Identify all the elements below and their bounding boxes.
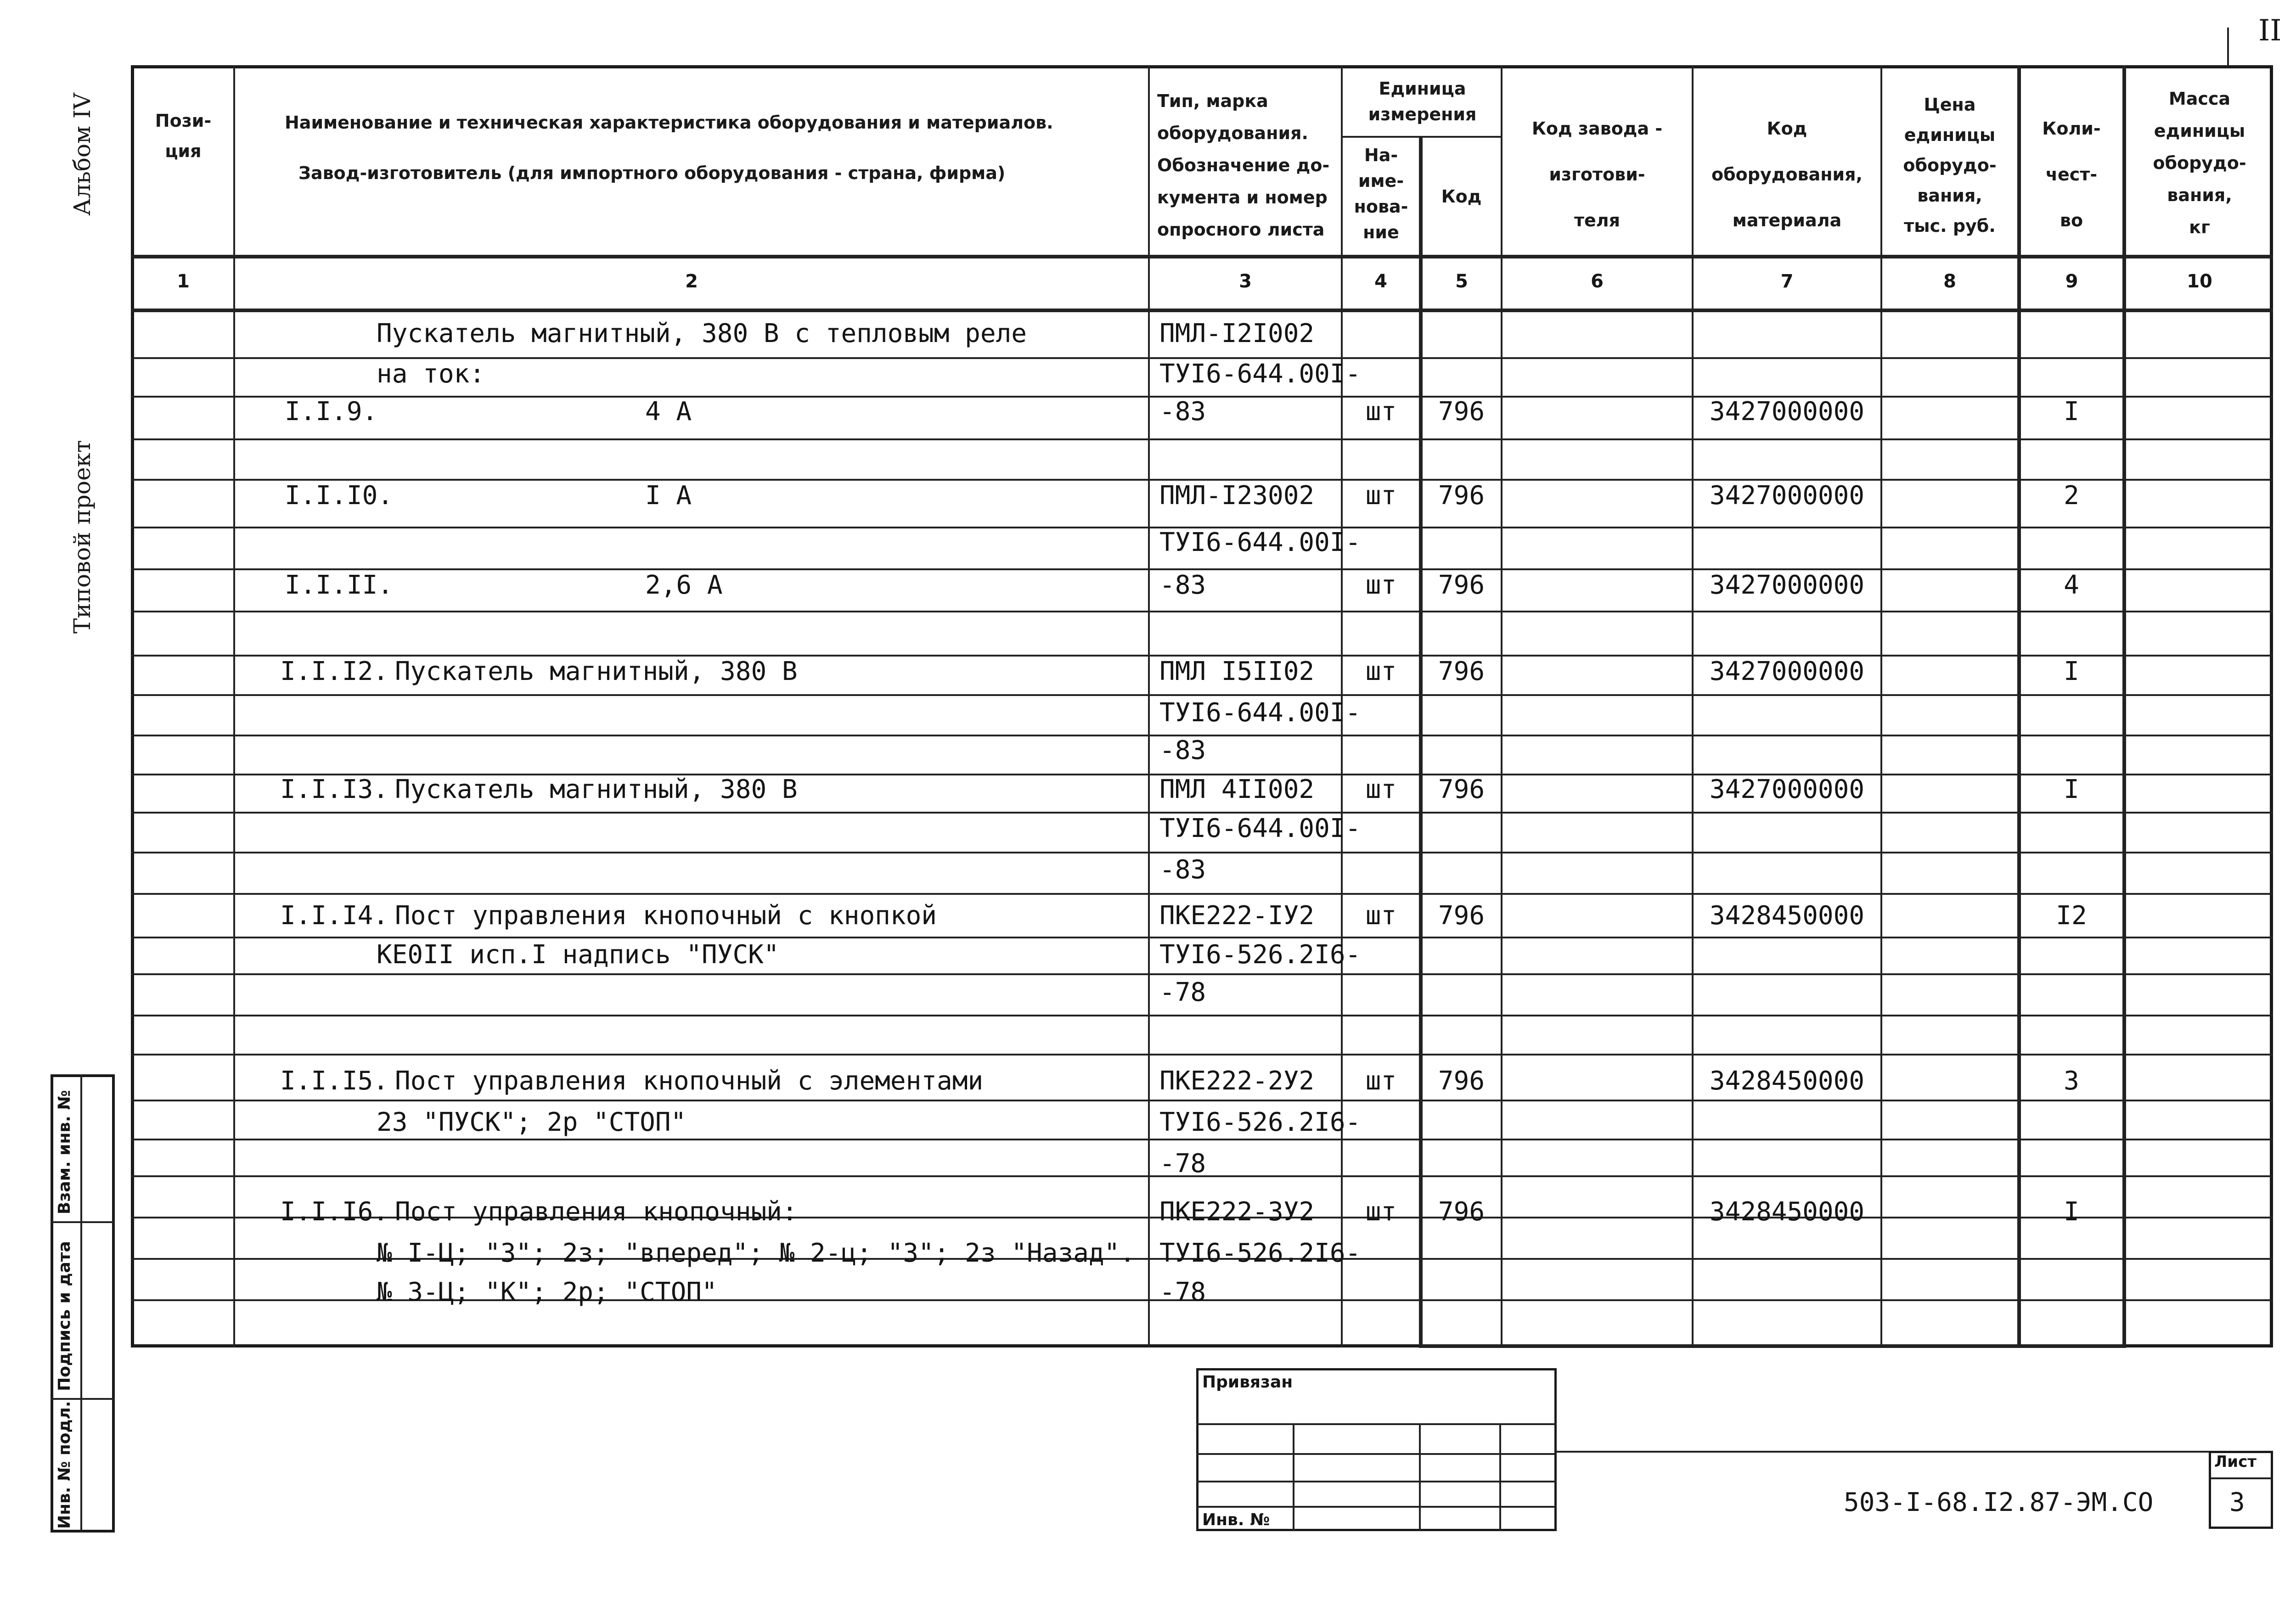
row-line [131, 937, 2273, 938]
cell-equipment-code: 3427000000 [1709, 481, 1865, 511]
cell-position: I.I.I5. [280, 1066, 389, 1096]
col-line-4 [1419, 136, 1423, 1347]
row-line [131, 1054, 2273, 1055]
cell-position: I.I.I0. [285, 481, 394, 511]
cell-quantity: I [2064, 397, 2079, 427]
top-page-number: II [2258, 14, 2282, 48]
colnum-6: 6 [1591, 271, 1604, 292]
cell-name: № I-Ц; "З"; 2з; "вперед"; № 2-ц; "З"; 2з "Назад". [377, 1238, 1136, 1268]
cell-type: -83 [1159, 397, 1206, 427]
col-line-6 [1692, 65, 1694, 1347]
col-line-9 [2122, 65, 2126, 1347]
cell-name: I А [645, 481, 692, 511]
hdr-unit-code: Код [1441, 186, 1482, 207]
cell-type: ТУI6-644.00I- [1159, 698, 1361, 728]
row-line [131, 694, 2273, 696]
stamp-vline-1 [1293, 1423, 1294, 1531]
cell-name: 4 А [645, 397, 692, 427]
cell-name: 2З "ПУСК"; 2р "СТОП" [377, 1107, 687, 1137]
colnum-1: 1 [177, 271, 190, 292]
cell-name: на ток: [377, 359, 485, 389]
body-bottom-line [1419, 1344, 2126, 1348]
left-strip-divider [80, 1074, 82, 1533]
cell-position: I.I.I2. [280, 657, 389, 686]
cell-unit: шт [1365, 397, 1397, 427]
strip-label-vzam: Взам. инв. № [55, 1090, 74, 1214]
cell-quantity: 2 [2064, 481, 2079, 511]
cell-type: ПМЛ I5II02 [1159, 657, 1315, 686]
album-label: Альбом IV [69, 93, 96, 216]
cell-unit-code: 796 [1438, 657, 1485, 686]
footer-doc-code: 503-I-68.I2.87-ЭМ.СО [1844, 1488, 2154, 1517]
cell-equipment-code: 3427000000 [1709, 397, 1865, 427]
cell-type: -83 [1159, 570, 1206, 600]
cell-unit-code: 796 [1438, 481, 1485, 511]
stamp-line-4 [1196, 1506, 1557, 1508]
cell-name: Пускатель магнитный, 380 В [395, 657, 798, 686]
cell-unit-code: 796 [1438, 397, 1485, 427]
cell-type: -83 [1159, 735, 1206, 765]
cell-unit-code: 796 [1438, 570, 1485, 600]
cell-equipment-code: 3427000000 [1709, 775, 1865, 804]
cell-type: ПМЛ-I2I002 [1159, 319, 1315, 348]
cell-type: ТУI6-644.00I- [1159, 528, 1361, 557]
cell-unit: шт [1365, 570, 1397, 600]
stamp-line-2 [1196, 1453, 1557, 1455]
cell-type: -78 [1159, 1277, 1206, 1307]
cell-type: ПМЛ-I23002 [1159, 481, 1315, 511]
cell-unit: шт [1365, 1066, 1397, 1096]
cell-type: ТУI6-644.00I- [1159, 814, 1361, 843]
colnum-bottom-line [131, 309, 2273, 312]
cell-name: Пускатель магнитный, 380 В [395, 775, 798, 804]
sheet-box-divider [2209, 1477, 2273, 1479]
hdr-position: Пози- ция [155, 111, 212, 161]
cell-equipment-code: 3428450000 [1709, 901, 1865, 931]
cell-type: ПКЕ222-3У2 [1159, 1197, 1315, 1227]
project-label: Типовой проект [69, 440, 96, 634]
hdr-name-line2: Завод-изготовитель (для импортного оборудования - страна, фирма) [298, 163, 1006, 183]
cell-name: Пускатель магнитный, 380 В с тепловым реле [377, 319, 1027, 348]
strip-label-inv: Инв. № подл. [55, 1401, 74, 1529]
stamp-vline-2 [1419, 1423, 1421, 1531]
cell-type: ПКЕ222-2У2 [1159, 1066, 1315, 1096]
cell-unit: шт [1365, 657, 1397, 686]
cell-type: ПКЕ222-IУ2 [1159, 901, 1315, 931]
cell-quantity: I [2064, 775, 2079, 804]
cell-type: -78 [1159, 1149, 1206, 1179]
cell-equipment-code: 3427000000 [1709, 657, 1865, 686]
cell-type: ТУI6-526.2I6- [1159, 940, 1361, 970]
cell-type: -78 [1159, 977, 1206, 1007]
hdr-mass: Масса единицы оборудо- вания, кг [2153, 89, 2246, 237]
row-line [131, 1139, 2273, 1140]
stamp-line-3 [1196, 1481, 1557, 1482]
colnum-2: 2 [685, 271, 698, 292]
cell-name: 2,6 А [645, 570, 723, 600]
colnum-4: 4 [1374, 271, 1387, 292]
cell-name: Пост управления кнопочный: [395, 1197, 798, 1227]
colnum-10: 10 [2187, 271, 2212, 292]
cell-position: I.I.I6. [280, 1197, 389, 1227]
hdr-equipment-code: Код оборудования, материала [1711, 118, 1863, 230]
row-line [131, 1015, 2273, 1016]
cell-unit-code: 796 [1438, 901, 1485, 931]
row-line [131, 438, 2273, 440]
cell-unit: шт [1365, 775, 1397, 804]
colnum-7: 7 [1780, 271, 1794, 292]
stamp-line-1 [1196, 1423, 1557, 1425]
hdr-factory-code: Код завода - изготови- теля [1531, 118, 1663, 230]
strip-label-podpis: Подпись и дата [55, 1241, 74, 1391]
colnum-3: 3 [1239, 271, 1252, 292]
cell-type: ТУI6-644.00I- [1159, 359, 1361, 389]
hdr-name-line1: Наименование и техническая характеристика оборудования и материалов. [285, 112, 1053, 133]
cell-unit: шт [1365, 481, 1397, 511]
cell-type: ТУI6-526.2I6- [1159, 1107, 1361, 1137]
cell-quantity: I2 [2056, 901, 2087, 931]
row-line [131, 611, 2273, 612]
row-line [131, 973, 2273, 975]
hdr-unit-name: На- име- нова- ние [1354, 145, 1408, 242]
stamp-attached-label: Привязан [1202, 1373, 1293, 1392]
cell-name: Пост управления кнопочный с элементами [395, 1066, 984, 1096]
cell-type: ТУI6-526.2I6- [1159, 1238, 1361, 1268]
cell-unit-code: 796 [1438, 775, 1485, 804]
top-mark-line [2227, 28, 2229, 65]
cell-quantity: 4 [2064, 570, 2079, 600]
colnum-9: 9 [2065, 271, 2078, 292]
cell-position: I.I.I3. [280, 775, 389, 804]
hdr-type: Тип, марка оборудования. Обозначение до- кумента и номер опросного листа [1157, 91, 1330, 240]
cell-position: I.I.II. [285, 570, 394, 600]
cell-unit-code: 796 [1438, 1197, 1485, 1227]
cell-quantity: I [2064, 1197, 2079, 1227]
cell-name: КЕ0II исп.I надпись "ПУСК" [377, 940, 779, 970]
col-line-2 [1148, 65, 1150, 1347]
cell-type: -83 [1159, 855, 1206, 885]
col-line-5 [1501, 65, 1503, 1347]
row-line [131, 852, 2273, 853]
hdr-price: Цена единицы оборудо- вания, тыс. руб. [1903, 95, 1997, 236]
sheet-label: Лист [2214, 1453, 2257, 1471]
cell-unit: шт [1365, 1197, 1397, 1227]
sheet-number: 3 [2229, 1488, 2245, 1517]
cell-position: I.I.I4. [280, 901, 389, 931]
stamp-inv-label: Инв. № [1202, 1510, 1270, 1529]
col-line-8 [2017, 65, 2021, 1347]
col-line-7 [1880, 65, 1882, 1347]
colnum-8: 8 [1943, 271, 1956, 292]
left-strip-line-2 [51, 1398, 115, 1400]
header-bottom-line [131, 255, 2273, 258]
row-line [131, 893, 2273, 895]
cell-position: I.I.9. [285, 397, 378, 427]
cell-quantity: 3 [2064, 1066, 2079, 1096]
col-line-1 [233, 65, 235, 1347]
cell-unit-code: 796 [1438, 1066, 1485, 1096]
left-strip-line-1 [51, 1221, 115, 1223]
cell-equipment-code: 3427000000 [1709, 570, 1865, 600]
cell-equipment-code: 3428450000 [1709, 1197, 1865, 1227]
cell-unit: шт [1365, 901, 1397, 931]
hdr-quantity: Коли- чест- во [2042, 118, 2101, 230]
hdr-unit-group: Единица измерения [1368, 79, 1477, 124]
row-line [131, 1100, 2273, 1101]
colnum-5: 5 [1455, 271, 1468, 292]
stamp-vline-3 [1499, 1423, 1501, 1531]
cell-name: Пост управления кнопочный с кнопкой [395, 901, 937, 931]
footer-line [1557, 1451, 2273, 1453]
cell-quantity: I [2064, 657, 2079, 686]
cell-equipment-code: 3428450000 [1709, 1066, 1865, 1096]
cell-type: ПМЛ 4II002 [1159, 775, 1315, 804]
cell-name: № 3-Ц; "К"; 2р; "СТОП" [377, 1277, 717, 1307]
